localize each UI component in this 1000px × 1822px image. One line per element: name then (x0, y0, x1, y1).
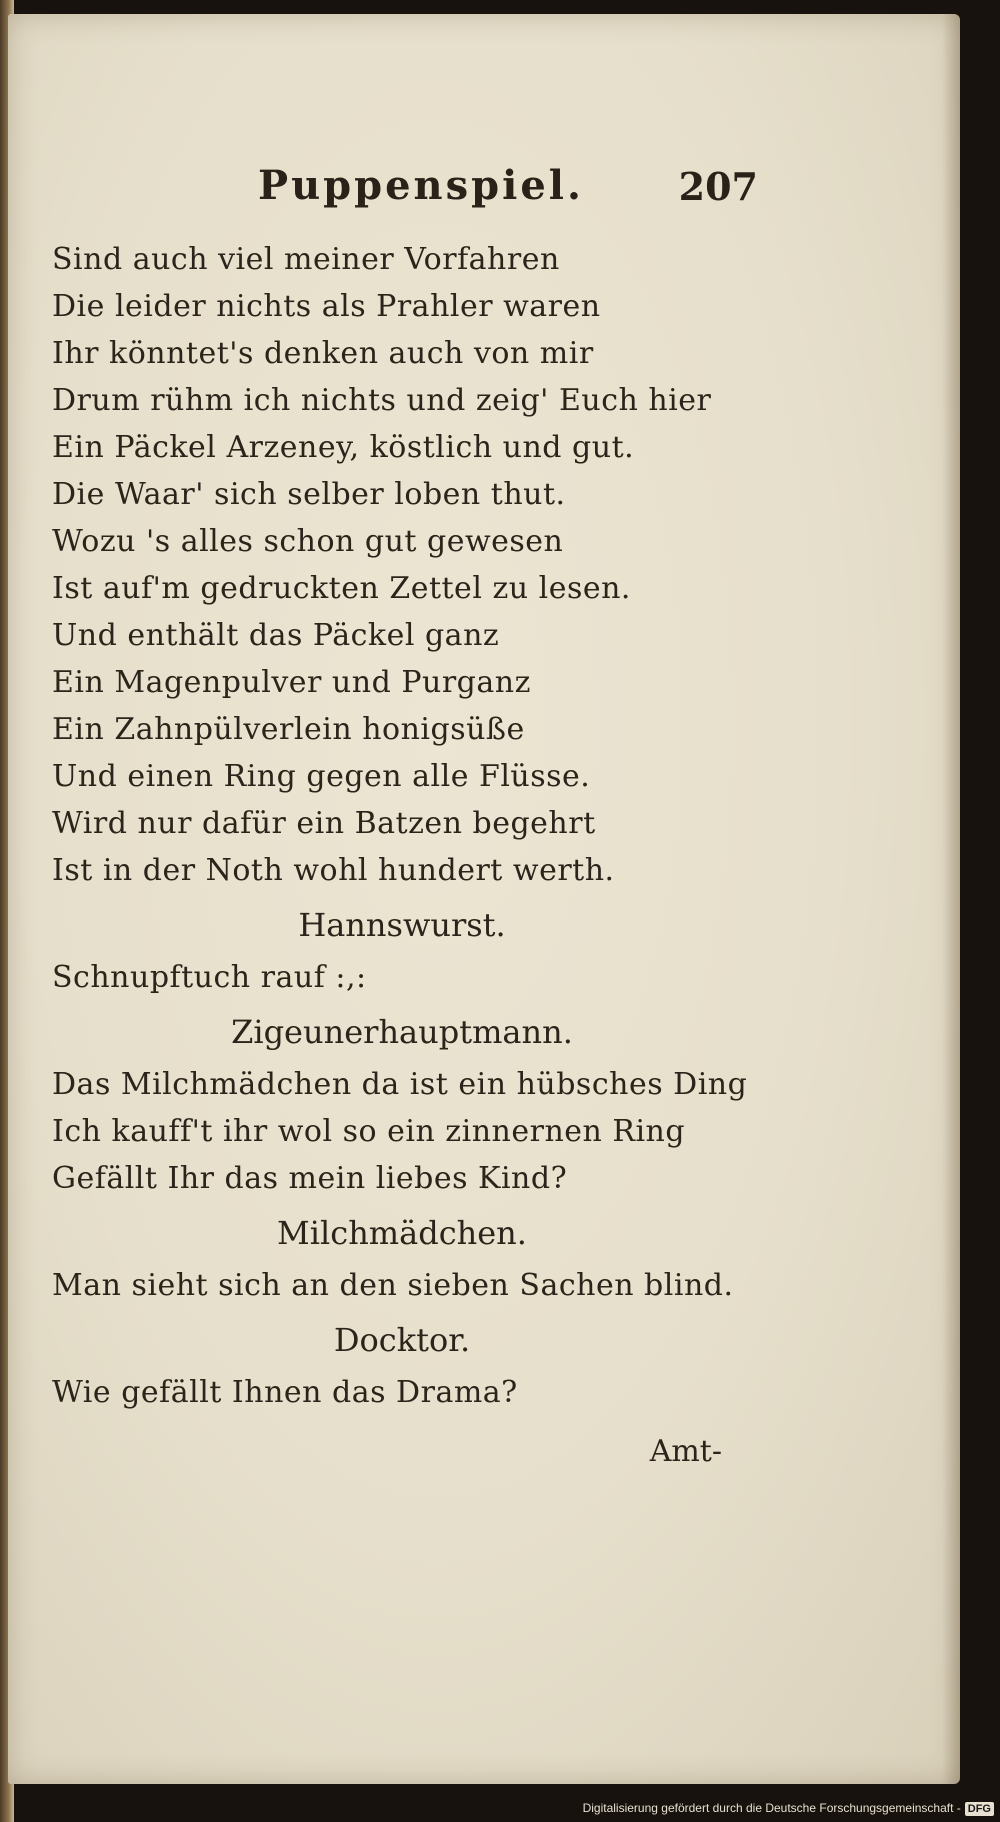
book-page (8, 14, 960, 1784)
verse-line: Man sieht sich an den sieben Sachen blind. (52, 1268, 734, 1303)
verse-line: Gefällt Ihr das mein liebes Kind? (52, 1161, 568, 1196)
verse-line: Die leider nichts als Prahler waren (52, 289, 601, 324)
verse-line: Das Milchmädchen da ist ein hübsches Ding (52, 1067, 748, 1102)
verse-line: Und enthält das Päckel ganz (52, 618, 500, 653)
text-block (52, 236, 752, 1416)
verse-line: Ein Magenpulver und Purganz (52, 665, 531, 700)
verse-line: Ist in der Noth wohl hundert werth. (52, 853, 615, 888)
speaker-name: Milchmädchen. (277, 1214, 527, 1252)
verse-line: Und einen Ring gegen alle Flüsse. (52, 759, 591, 794)
page-edge-shadow (942, 14, 960, 1784)
speaker-name: Hannswurst. (298, 906, 506, 944)
verse-line: Ihr könntet's denken auch von mir (52, 336, 594, 371)
running-head: Puppenspiel. (258, 162, 584, 209)
verse-line: Sind auch viel meiner Vorfahren (52, 242, 560, 277)
verse-line: Die Waar' sich selber loben thut. (52, 477, 566, 512)
verse-line: Wird nur dafür ein Batzen begehrt (52, 806, 596, 841)
verse-line: Wie gefällt Ihnen das Drama? (52, 1375, 518, 1410)
verse-line: Drum rühm ich nichts und zeig' Euch hier (52, 383, 712, 418)
page-header (238, 162, 778, 222)
speaker-name: Docktor. (333, 1321, 471, 1359)
verse-line: Ist auf'm gedruckten Zettel zu lesen. (52, 571, 631, 606)
verse-line: Ein Päckel Arzeney, köstlich und gut. (52, 430, 635, 465)
speaker-name: Zigeunerhauptmann. (231, 1013, 573, 1051)
page-number: 207 (678, 164, 758, 209)
credit-text: Digitalisierung gefördert durch die Deutsche Forschungsgemeinschaft - (582, 1801, 961, 1815)
dfg-logo: DFG (965, 1802, 994, 1816)
verse-line: Ich kauff't ihr wol so ein zinnernen Ring (52, 1114, 686, 1149)
digitization-credit (583, 1801, 994, 1816)
catchword: Amt- (649, 1434, 722, 1469)
verse-line: Schnupftuch rauf :,: (52, 960, 367, 995)
verse-line: Wozu 's alles schon gut gewesen (52, 524, 564, 559)
verse-line: Ein Zahnpülverlein honigsüße (52, 712, 525, 747)
